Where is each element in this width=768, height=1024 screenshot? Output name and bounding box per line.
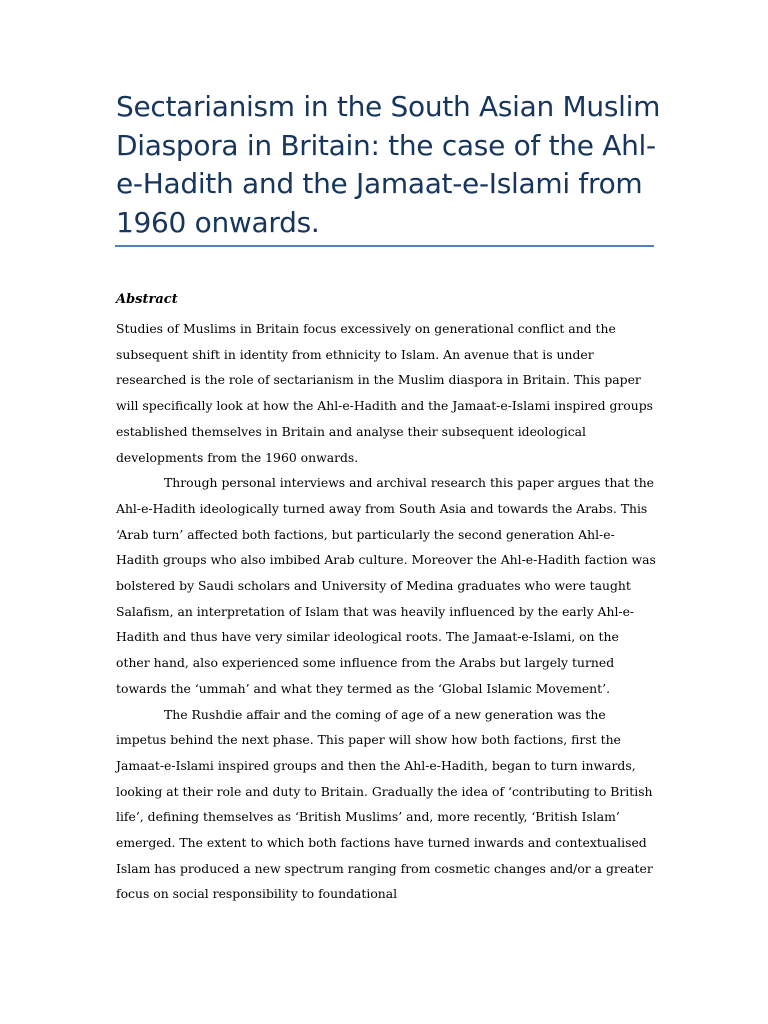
abstract-paragraph-1: Studies of Muslims in Britain focus excessively on generational conflict and the subsequent shift in identity from ethnicity to Islam. An avenue that is under researched is the role of sectarianism in the Muslim diaspora in Britain. This paper will specifically look at how the Ahl-e-Hadith and the Jamaat-e-Islami inspired groups established themselves in Britain and analyse their subsequent ideological developments from the 1960 onwards. (116, 321, 654, 465)
abstract-heading: Abstract (116, 292, 178, 307)
abstract-paragraph-2: Through personal interviews and archival research this paper argues that the Ahl-e-Hadith ideologically turned away from South Asia and towards the Arabs. This ‘Arab turn’ affected both factions, but particularly the second generation Ahl-e-Hadith groups who also imbibed Arab culture. Moreover the Ahl-e-Hadith faction was bolstered by Saudi scholars and University of Medina graduates who were taught Salafism, an interpretation of Islam that was heavily influenced by the early Ahl-e-Hadith and thus have very similar ideological roots. The Jamaat-e-Islami, on the other hand, also experienced some influence from the Arabs but largely turned towards the ‘ummah’ and what they termed as the ‘Global Islamic Movement’. (116, 475, 656, 696)
abstract-body (116, 316, 656, 907)
abstract-paragraph-3: The Rushdie affair and the coming of age of a new generation was the impetus behind the next phase. This paper will show how both factions, first the Jamaat-e-Islami inspired groups and then the Ahl-e-Hadith, began to turn inwards, looking at their role and duty to Britain. Gradually the idea of ‘contributing to British life’, defining themselves as ‘British Muslims’ and, more recently, ‘British Islam’ emerged. The extent to which both factions have turned inwards and contextualised Islam has produced a new spectrum ranging from cosmetic changes and/or a greater focus on social responsibility to foundational (116, 706, 653, 902)
title-divider (115, 245, 654, 247)
paper-title: Sectarianism in the South Asian Muslim Diaspora in Britain: the case of the Ahl-e-Hadith and the Jamaat-e-Islami from 1960 onwards. (116, 90, 661, 239)
